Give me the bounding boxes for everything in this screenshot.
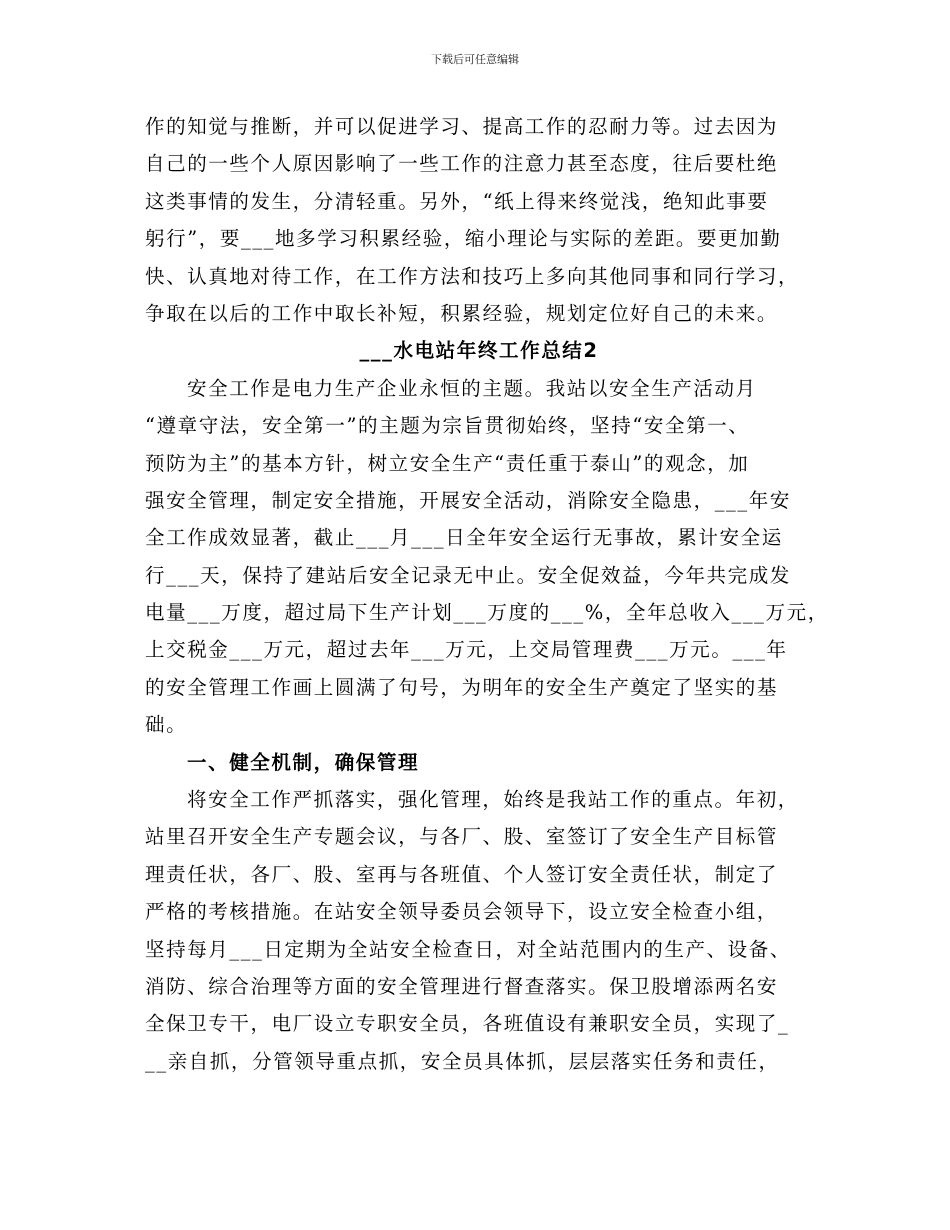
- section-title: ___水电站年终工作总结2: [359, 339, 599, 363]
- paragraph-1: [145, 108, 813, 332]
- text-line: 作的知觉与推断，并可以促进学习、提高工作的忍耐力等。过去因为: [145, 115, 779, 138]
- text-line: 预防为主”的基本方针，树立安全生产“责任重于泰山”的观念，加: [145, 451, 750, 475]
- text-line: 强安全管理，制定安全措施，开展安全活动，消除安全隐患，___年安: [145, 488, 791, 512]
- text-line: 行___天，保持了建站后安全记录无中止。安全促效益，今年共完成发: [145, 563, 791, 587]
- subsection-heading: 一、健全机制，确保管理: [187, 750, 420, 774]
- text-line: 上交税金___万元，超过去年___万元，上交局管理费___万元。___年: [145, 638, 788, 662]
- paragraph-3: [145, 781, 813, 1080]
- text-line: 全工作成效显著，截止___月___日全年安全运行无事故，累计安全运: [145, 526, 783, 550]
- text-line: 消防、综合治理等方面的安全管理进行督查落实。保卫股增添两名安: [145, 974, 779, 998]
- text-line: 电量___万度，超过局下生产计划___万度的___%，全年总收入___万元，: [145, 601, 829, 625]
- paragraph-2: [145, 370, 829, 744]
- text-line: 自己的一些个人原因影响了一些工作的注意力甚至态度，往后要杜绝: [145, 152, 779, 176]
- text-line: “遵章守法，安全第一”的主题为宗旨贯彻始终，坚持“安全第一、: [145, 414, 750, 438]
- text-line: __亲自抓，分管领导重点抓，安全员具体抓，层层落实任务和责任，: [145, 1049, 780, 1073]
- text-line: 理责任状，各厂、股、室再与各班值、个人签订安全责任状，制定了: [145, 862, 779, 886]
- document-body: [145, 108, 829, 1080]
- text-line: 坚持每月___日定期为全站安全检查日，对全站范围内的生产、设备、: [145, 937, 791, 961]
- text-line: 的安全管理工作画上圆满了句号，为明年的安全生产奠定了坚实的基: [145, 675, 779, 699]
- page-header: 下载后可任意编辑: [431, 53, 519, 66]
- text-line: 础。: [145, 713, 188, 737]
- text-line: 站里召开安全生产专题会议，与各厂、股、室签订了安全生产目标管: [145, 825, 779, 849]
- text-line: 严格的考核措施。在站安全领导委员会领导下，设立安全检查小组，: [145, 900, 779, 924]
- text-line: 躬行”，要___地多学习积累经验，缩小理论与实际的差距。要更加勤: [145, 227, 782, 251]
- text-line: 将安全工作严抓落实，强化管理，始终是我站工作的重点。年初，: [187, 788, 799, 812]
- text-line: 全保卫专干，电厂设立专职安全员，各班值设有兼职安全员，实现了_: [145, 1012, 790, 1036]
- text-line: 快、认真地对待工作，在工作方法和技巧上多向其他同事和同行学习，: [145, 264, 800, 288]
- text-line: 安全工作是电力生产企业永恒的主题。我站以安全生产活动月: [187, 376, 757, 400]
- text-line: 这类事情的发生，分清轻重。另外，“纸上得来终觉浅，绝知此事要: [145, 189, 769, 213]
- text-line: 争取在以后的工作中取长补短，积累经验，规划定位好自己的未来。: [145, 301, 779, 325]
